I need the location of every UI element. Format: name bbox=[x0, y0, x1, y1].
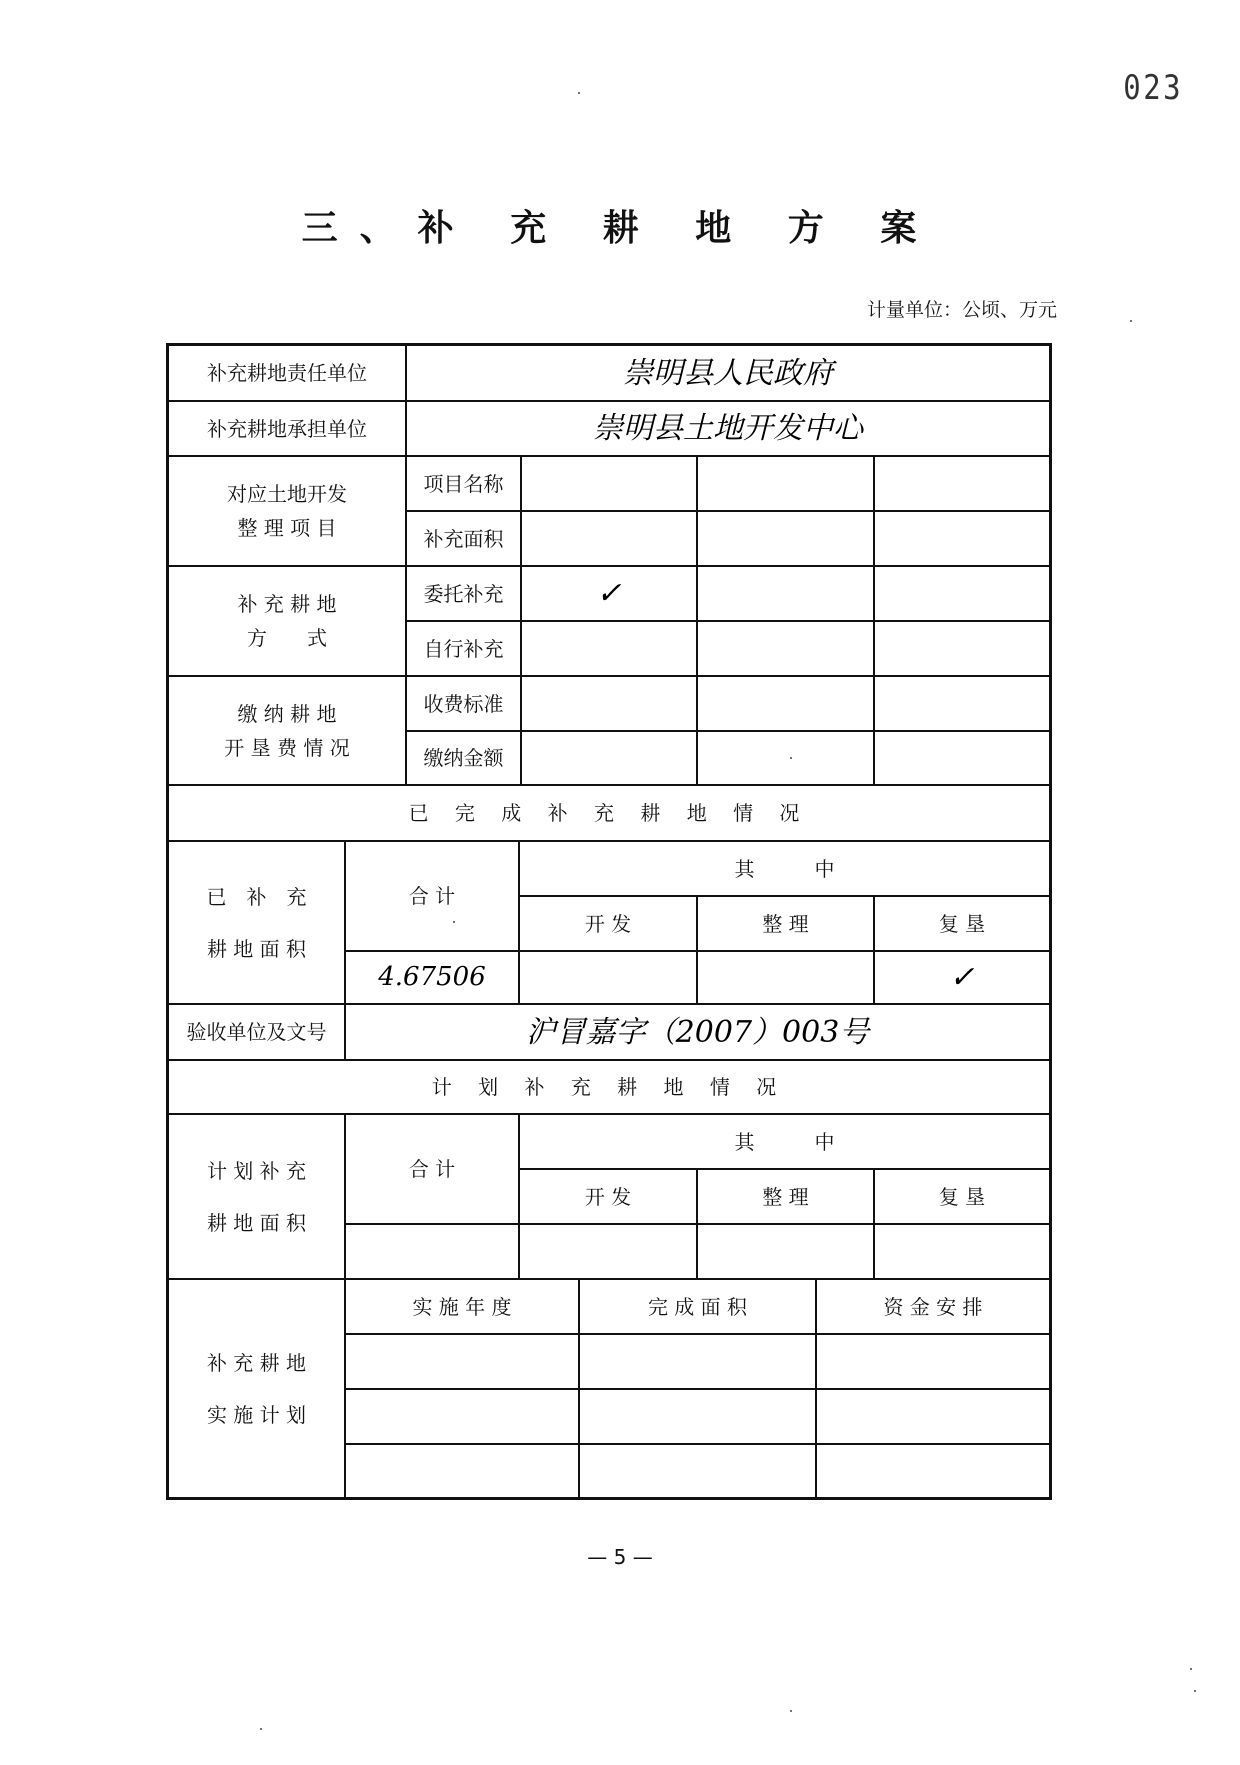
project-label-line2: 整 理 项 目 bbox=[237, 516, 337, 540]
planned-total-label: 合 计 bbox=[408, 1157, 456, 1181]
responsible-unit-label: 补充耕地责任单位 bbox=[207, 361, 367, 385]
planned-label-line1: 计 划 补 充 bbox=[206, 1158, 307, 1183]
completed-arrange-label: 整 理 bbox=[762, 911, 809, 936]
acceptance-label: 验收单位及文号 bbox=[186, 1020, 327, 1044]
page-title: 三、补 充 耕 地 方 案 bbox=[301, 207, 939, 249]
self-supplement-label: 自行补充 bbox=[423, 636, 504, 661]
planned-arrange-label: 整 理 bbox=[762, 1184, 809, 1209]
planned-area-label bbox=[169, 1115, 344, 1278]
method-label-line1: 补 充 耕 地 bbox=[237, 592, 337, 616]
method-group-label bbox=[169, 567, 405, 675]
completed-total-label: 合 计 bbox=[408, 884, 456, 908]
project-label-line1: 对应土地开发 bbox=[227, 482, 347, 506]
completed-label-line1: 已 补 充 bbox=[206, 884, 307, 909]
entrusted-check-mark: ✓ bbox=[596, 576, 622, 611]
planned-develop-label: 开 发 bbox=[584, 1184, 632, 1209]
fee-label-line2: 开 垦 费 情 况 bbox=[224, 735, 350, 760]
implementation-label-line1: 补 充 耕 地 bbox=[206, 1350, 307, 1375]
completed-develop-label: 开 发 bbox=[584, 911, 632, 936]
project-area-label: 补充面积 bbox=[423, 526, 504, 551]
acceptance-value: 沪冒嘉字（2007）003号 bbox=[525, 1014, 870, 1050]
unit-note: 计量单位：公顷、万元 bbox=[866, 299, 1057, 321]
completed-label-line2: 耕 地 面 积 bbox=[206, 936, 307, 961]
project-name-label: 项目名称 bbox=[423, 471, 504, 496]
implementation-year-label: 实 施 年 度 bbox=[412, 1294, 512, 1319]
method-label-line2: 方 式 bbox=[247, 626, 327, 650]
planned-label-line2: 耕 地 面 积 bbox=[206, 1210, 307, 1235]
planned-of-which-label: 其 中 bbox=[734, 1129, 835, 1154]
planned-reclaim-label: 复 垦 bbox=[938, 1184, 986, 1209]
project-group-label bbox=[169, 457, 405, 565]
page-stamp: 023 bbox=[1123, 68, 1184, 108]
fee-label-line1: 缴 纳 耕 地 bbox=[237, 701, 337, 726]
completed-reclaim-label: 复 垦 bbox=[938, 911, 986, 936]
completed-of-which-label: 其 中 bbox=[734, 856, 835, 881]
page-footer-number: — 5 — bbox=[587, 1545, 653, 1569]
entrusted-label: 委托补充 bbox=[423, 581, 504, 606]
implementation-funds-label: 资 金 安 排 bbox=[883, 1294, 983, 1319]
fee-amount-label: 缴纳金额 bbox=[423, 746, 504, 770]
fee-standard-label: 收费标准 bbox=[423, 691, 504, 716]
undertaking-unit-label: 补充耕地承担单位 bbox=[207, 416, 367, 441]
implementation-plan-label bbox=[169, 1280, 344, 1497]
implementation-area-label: 完 成 面 积 bbox=[647, 1294, 748, 1319]
undertaking-unit-value: 崇明县土地开发中心 bbox=[593, 411, 863, 446]
completed-reclaim-check-mark: ✓ bbox=[949, 960, 975, 995]
completed-section-title: 已 完 成 补 充 耕 地 情 况 bbox=[408, 801, 810, 825]
implementation-label-line2: 实 施 计 划 bbox=[206, 1402, 307, 1427]
completed-total-value: 4.67506 bbox=[378, 962, 486, 993]
fee-group-label bbox=[169, 677, 405, 784]
completed-area-label bbox=[169, 842, 344, 1003]
planned-section-title: 计 划 补 充 耕 地 情 况 bbox=[431, 1075, 787, 1099]
responsible-unit-value: 崇明县人民政府 bbox=[623, 355, 833, 391]
